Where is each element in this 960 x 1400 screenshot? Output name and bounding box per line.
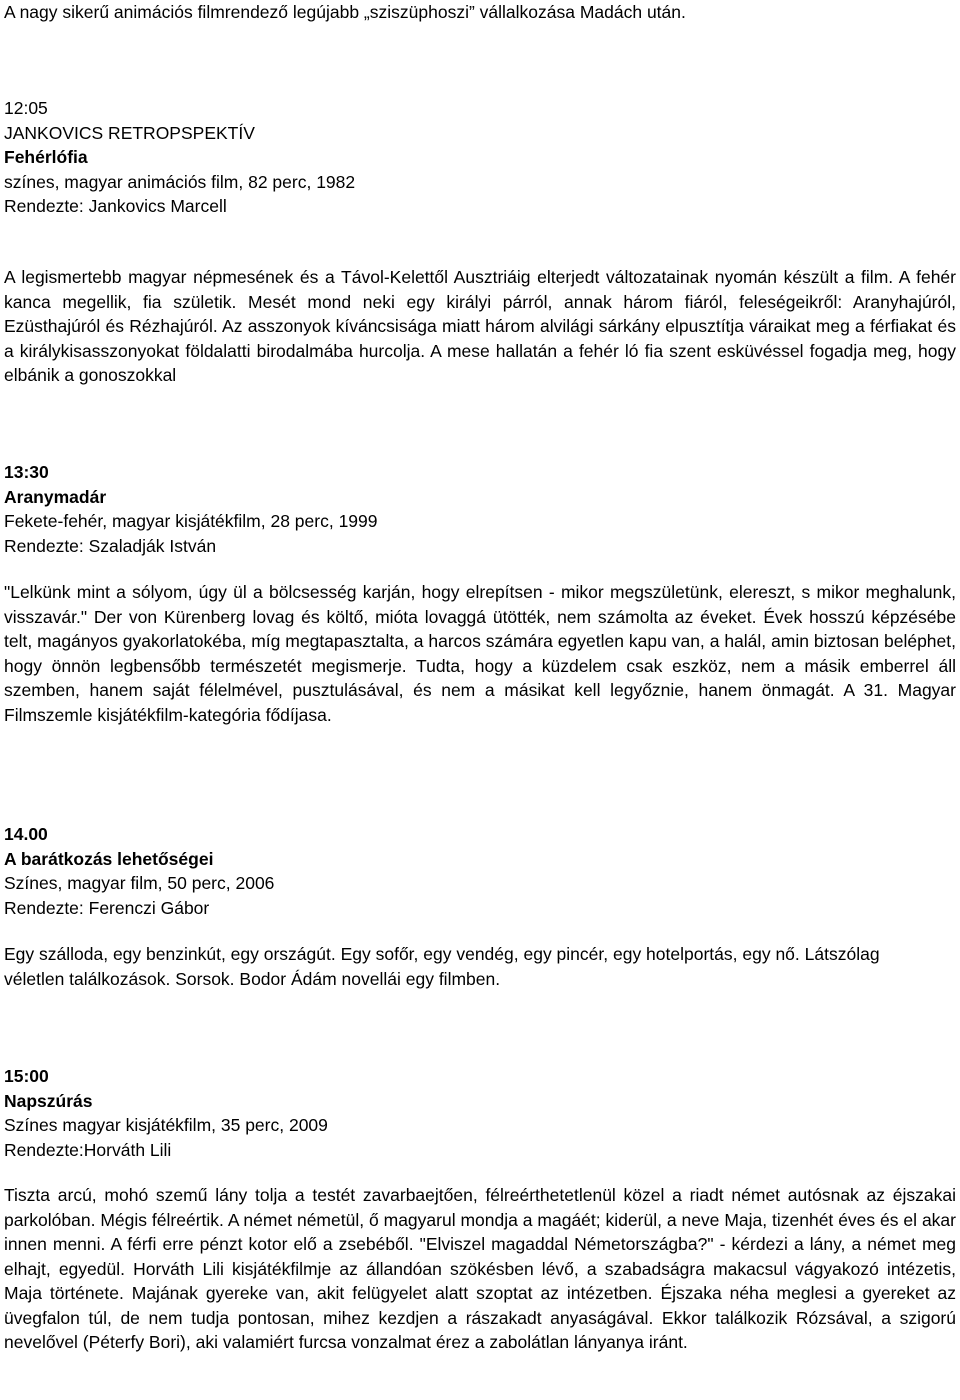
film-title: Aranymadár bbox=[4, 486, 107, 507]
program-entry bbox=[4, 96, 956, 219]
film-director: Rendezte: Jankovics Marcell bbox=[4, 196, 227, 216]
program-entry bbox=[4, 822, 956, 920]
film-description: Egy szálloda, egy benzinkút, egy országút. Egy sofőr, egy vendég, egy pincér, egy hotelportás, egy nő. Látszólag véletlen találkozások. Sorsok. Bodor Ádám novellái egy filmben. bbox=[4, 944, 880, 989]
film-description: "Lelkünk mint a sólyom, úgy ül a bölcsesség karján, hogy elrepítsen - mikor megszületünk, elereszt, s mikor meghalunk, visszavár." Der von Kürenberg lovag és költő, mióta lovaggá ütötték, nem számolta az éveket. Évek hosszú képzésébe telt, magányos gyakorlatokéba, míg megtapasztalta, a harcos számára egyetlen kapu van, a halál, amin biztosan beléphet, hogy önnön legbensőbb természetét megismerje. Tudta, hogy a küzdelem csak eszköz, nem a másik emberrel áll szemben, hanem saját félelmével, pusztulásával, és nem a másikat kell legyőznie, hanem önmagát. A 31. Magyar Filmszemle kisjátékfilm-kategória fődíjasa. bbox=[4, 582, 956, 725]
program-entry bbox=[4, 460, 956, 558]
film-info: Fekete-fehér, magyar kisjátékfilm, 28 perc, 1999 bbox=[4, 511, 378, 531]
entry-time: 14.00 bbox=[4, 824, 48, 844]
film-info: Színes magyar kisjátékfilm, 35 perc, 2009 bbox=[4, 1115, 328, 1135]
film-description: A legismertebb magyar népmesének és a Távol-Kelettől Ausztriáig elterjedt változatainak nyomán készült a film. A fehér kanca megellik, fia születik. Mesét mond neki egy királyi párról, annak három fiáról, feleségeikről: Aranyhajúról, Ezüsthajúról és Rézhajúról. Az asszonyok kíváncsisága miatt három alvilági sárkány elpusztítja váraikat meg a férfiakat és a királykisasszonyokat földalatti birodalmába hurcolja. A mese hallatán a fehér ló fia szent esküvéssel fogadja meg, hogy elbánik a gonoszokkal bbox=[4, 267, 956, 385]
film-description: Tiszta arcú, mohó szemű lány tolja a testét zavarbaejtően, félreérthetetlenül közel a riadt német autósnak az éjszakai parkolóban. Mégis félreértik. A német németül, ő magyarul mondja a magáét; kiderül, a neve Maja, tizenhét éves és el akar innen menni. A férfi erre pénzt kotor elő a zsebéből. "Elviszel magaddal Németországba?" - kérdezi a lány, a német meg elhajt, egyedül. Horváth Lili kisjátékfilmje az állandóan szökésben lévő, a szabadságra makacsul vágyakozó intézetis, Maja története. Majának gyereke van, akit felügyelet alatt szoptat az intézetben. Éjszaka néha meglesi a gyereket az üvegfalon túl, de nem tudja pontosan, mihez kezdjen a rászakadt anyaságával. Ekkor találkozik Rózsával, a szigorú nevelővel (Péterfy Bori), aki valamiért furcsa vonzalmat érez a zabolátlan lányanya iránt. bbox=[4, 1185, 956, 1352]
entry-time: 12:05 bbox=[4, 98, 48, 118]
program-entry bbox=[4, 1064, 956, 1162]
series-title: JANKOVICS RETROPSPEKTÍV bbox=[4, 122, 255, 143]
film-director: Rendezte:Horváth Lili bbox=[4, 1139, 172, 1160]
film-director: Rendezte: Ferenczi Gábor bbox=[4, 897, 210, 918]
film-director: Rendezte: Szaladják István bbox=[4, 535, 217, 556]
entry-time: 15:00 bbox=[4, 1066, 49, 1086]
film-title: A barátkozás lehetőségei bbox=[4, 848, 214, 869]
film-title: Napszúrás bbox=[4, 1090, 93, 1111]
film-info: Színes, magyar film, 50 perc, 2006 bbox=[4, 873, 275, 893]
intro-text: A nagy sikerű animációs filmrendező legújabb „sziszüphoszi” vállalkozása Madách után. bbox=[4, 2, 686, 22]
film-info: színes, magyar animációs film, 82 perc, 1982 bbox=[4, 171, 356, 192]
film-title: Fehérlófia bbox=[4, 147, 88, 167]
entry-time: 13:30 bbox=[4, 462, 49, 482]
intro-block bbox=[4, 0, 956, 25]
